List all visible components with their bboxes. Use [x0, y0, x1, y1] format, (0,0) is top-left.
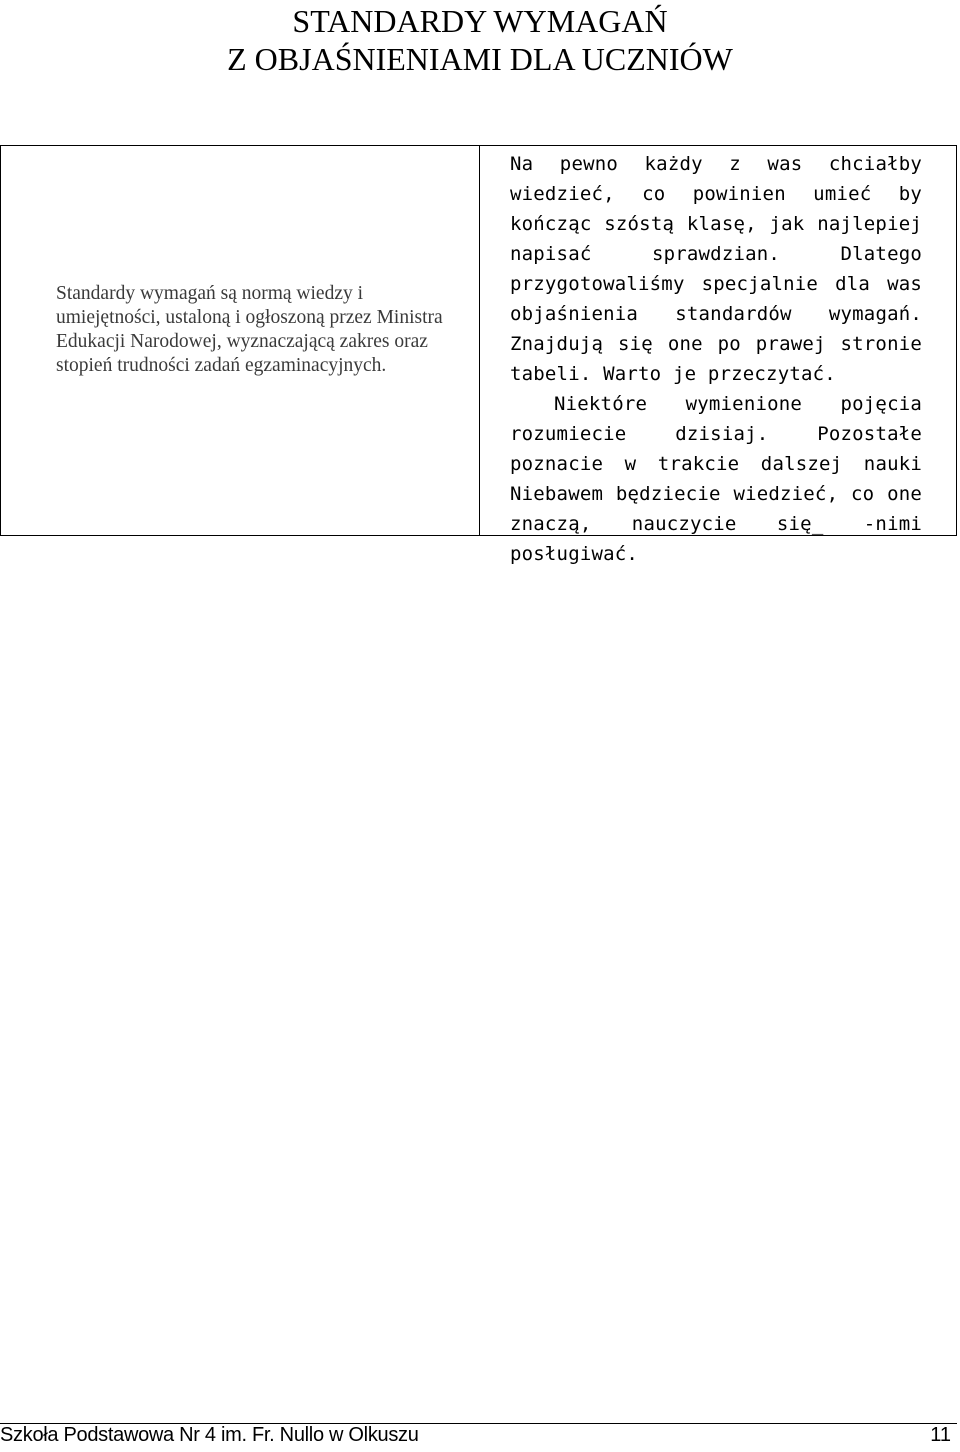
explanation-paragraph-1: Na pewno każdy z was chciałby wiedzieć, co powinien umieć by kończąc szóstą klasę, jak najlepiej napisać sprawdzian. Dlatego przygotowaliśmy specjalnie dla was objaśnienia standardów wymagań. Znajdują się one po prawej stronie tabeli. Warto je przeczytać. — [510, 153, 922, 385]
page-title-line-1: STANDARDY WYMAGAŃ — [292, 3, 668, 39]
page-title — [0, 2, 960, 78]
explanation-paragraph-2: Niektóre wymienione pojęcia rozumiecie dzisiaj. Pozostałe poznacie w trakcie dalszej nauki Niebawem będziecie wiedzieć, co one znaczą, nauczycie się_ -nimi posługiwać. — [510, 393, 922, 565]
page-footer — [0, 1423, 957, 1447]
page-title-line-2: Z OBJAŚNIENIAMI DLA UCZNIÓW — [227, 41, 733, 77]
table-cell-left — [1, 146, 480, 535]
footer-school-name: Szkoła Podstawowa Nr 4 im. Fr. Nullo w Olkuszu — [0, 1424, 419, 1446]
footer-page-number: 11 — [930, 1424, 951, 1446]
table-cell-right — [480, 146, 956, 565]
standards-table — [0, 145, 957, 565]
explanation-text — [510, 149, 922, 569]
standards-definition-text: Standardy wymagań są normą wiedzy i umiejętności, ustaloną i ogłoszoną przez Ministra Edukacji Narodowej, wyznaczającą zakres oraz stopień trudności zadań egzaminacyjnych. — [56, 283, 443, 376]
